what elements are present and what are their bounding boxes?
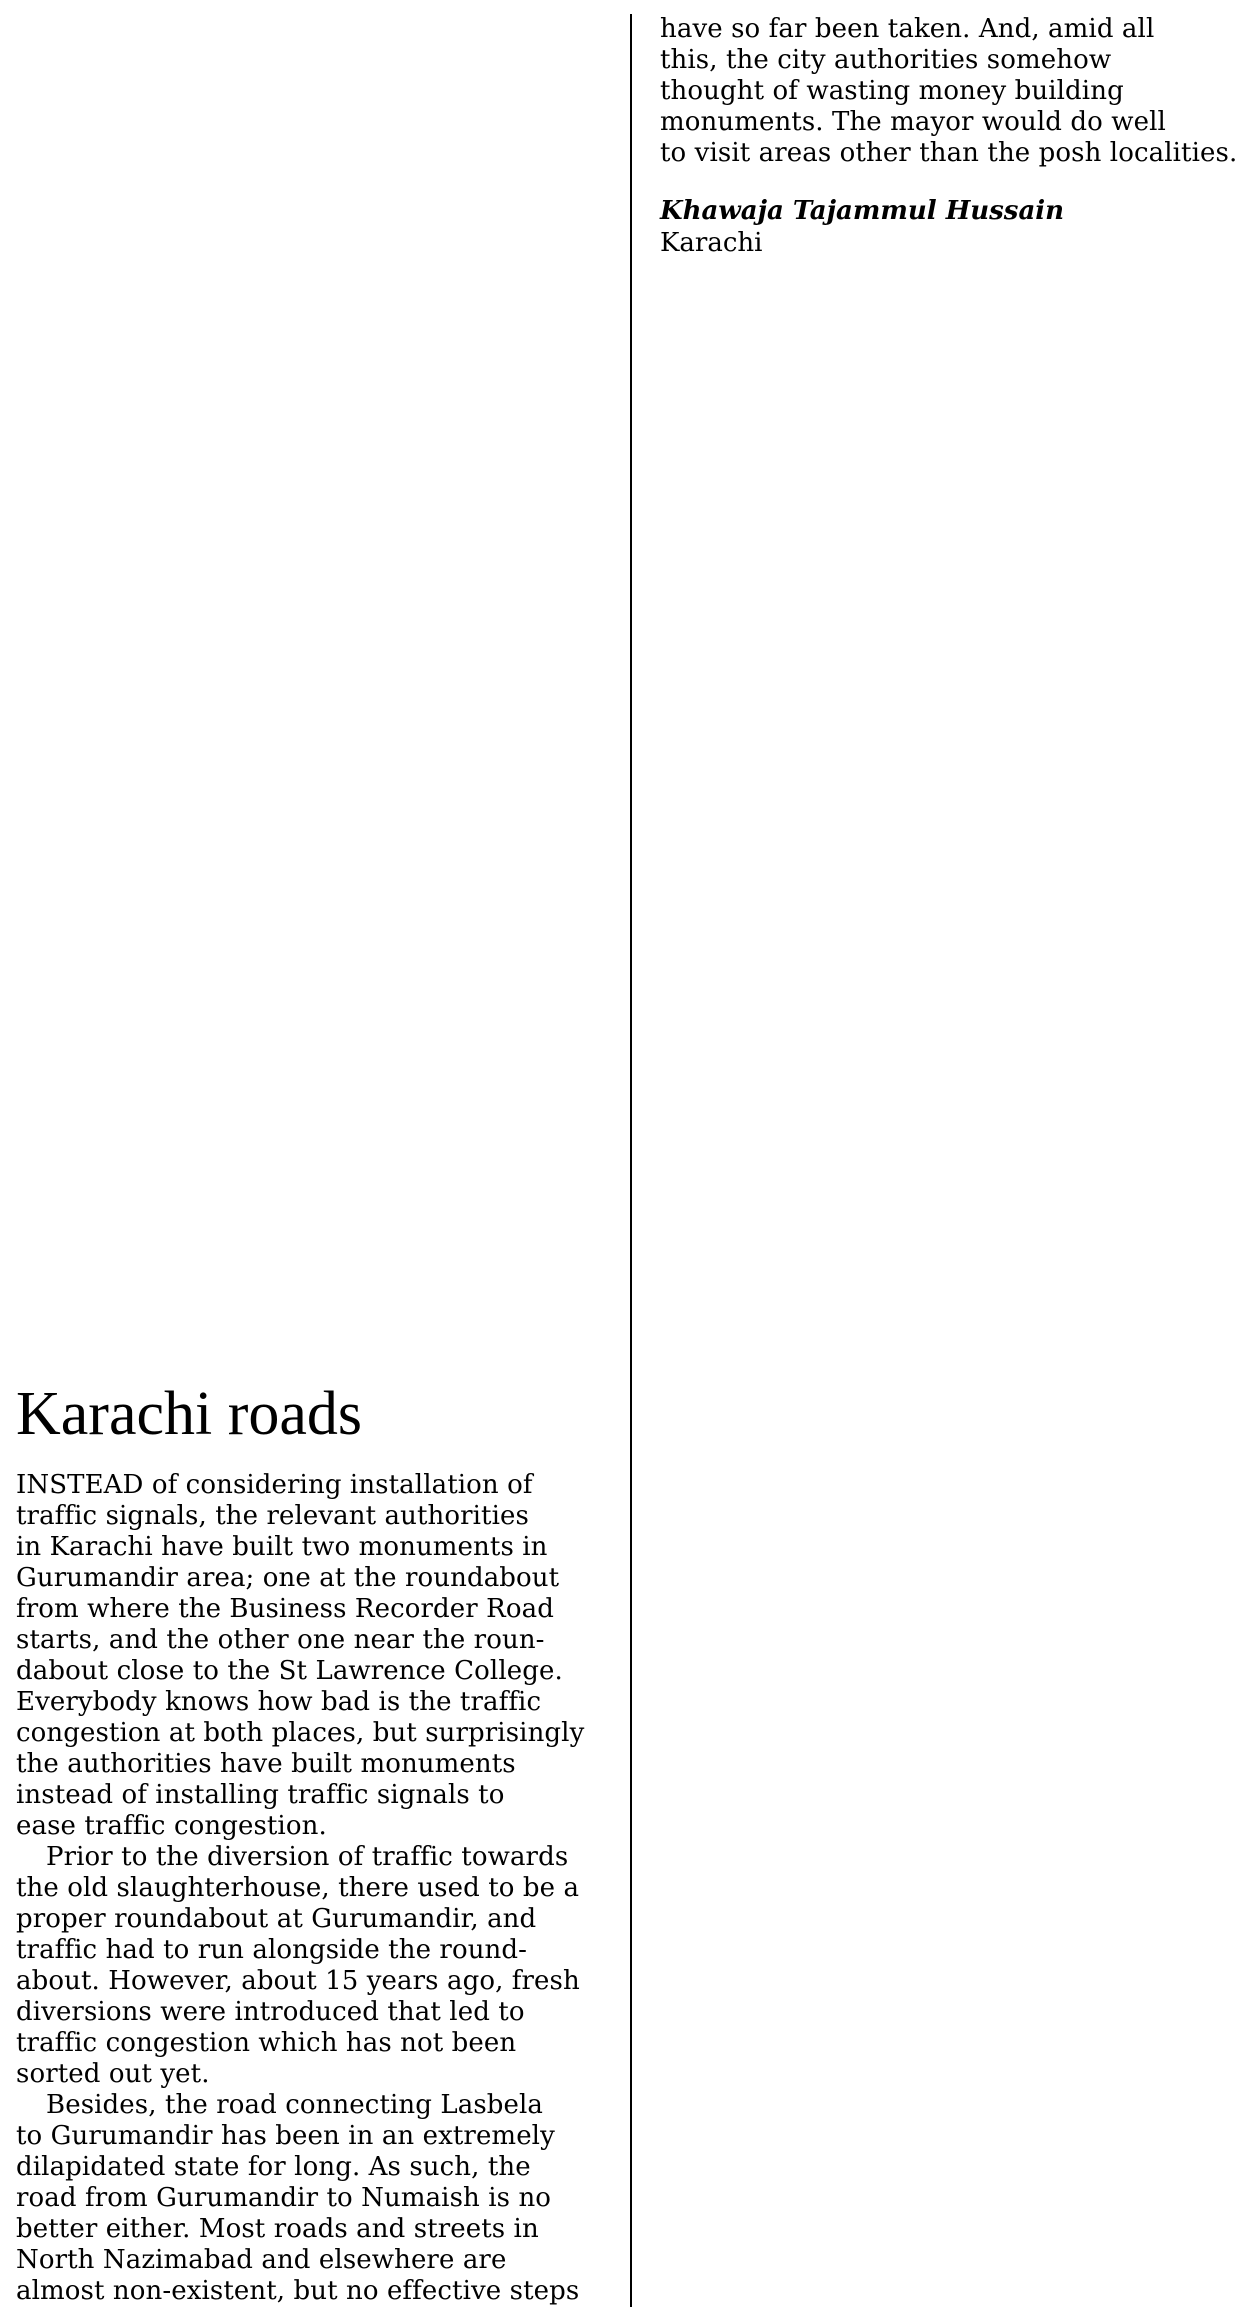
body-line: ease traffic congestion. [16,1811,327,1841]
body-line: Gurumandir area; one at the roundabout [16,1563,560,1593]
column-divider [630,14,632,2307]
body-line: sorted out yet. [16,2059,210,2089]
body-line: traffic congestion which has not been [16,2028,517,2058]
body-line: road from Gurumandir to Numaish is no [16,2183,552,2213]
body-line: from where the Business Recorder Road [16,1594,554,1624]
body-line: this, the city authorities somehow [660,45,1112,75]
body-line: proper roundabout at Gurumandir, and [16,1904,537,1934]
body-line: diversions were introduced that led to [16,1997,525,2027]
body-line: congestion at both places, but surprisingly [16,1718,585,1748]
body-line: North Nazimabad and elsewhere are [16,2245,507,2275]
author-name: Khawaja Tajammul Hussain [660,196,1065,226]
body-line: better either. Most roads and streets in [16,2214,539,2244]
body-line: dilapidated state for long. As such, the [16,2152,531,2182]
body-line: starts, and the other one near the roun- [16,1625,545,1655]
body-line: in Karachi have built two monuments in [16,1532,548,1562]
body-line: have so far been taken. And, amid all [660,14,1155,44]
body-line: dabout close to the St Lawrence College. [16,1656,563,1686]
body-line: Prior to the diversion of traffic towards [46,1842,569,1872]
body-line: to Gurumandir has been in an extremely [16,2121,555,2151]
body-line: traffic signals, the relevant authorities [16,1501,529,1531]
body-line: traffic had to run alongside the round- [16,1935,528,1965]
article-headline: Karachi roads [16,1380,362,1448]
body-line: INSTEAD of considering installation of [16,1470,533,1500]
body-line: the old slaughterhouse, there used to be a [16,1873,580,1903]
author-city: Karachi [660,228,763,258]
body-line: the authorities have built monuments [16,1749,516,1779]
body-line: to visit areas other than the posh localities. [660,138,1238,168]
body-line: Besides, the road connecting Lasbela [46,2090,544,2120]
body-line: almost non-existent, but no effective steps [16,2276,580,2306]
body-line: about. However, about 15 years ago, fresh [16,1966,580,1996]
body-line: Everybody knows how bad is the traffic [16,1687,542,1717]
body-line: monuments. The mayor would do well [660,107,1166,137]
body-line: instead of installing traffic signals to [16,1780,505,1810]
body-line: thought of wasting money building [660,76,1124,106]
